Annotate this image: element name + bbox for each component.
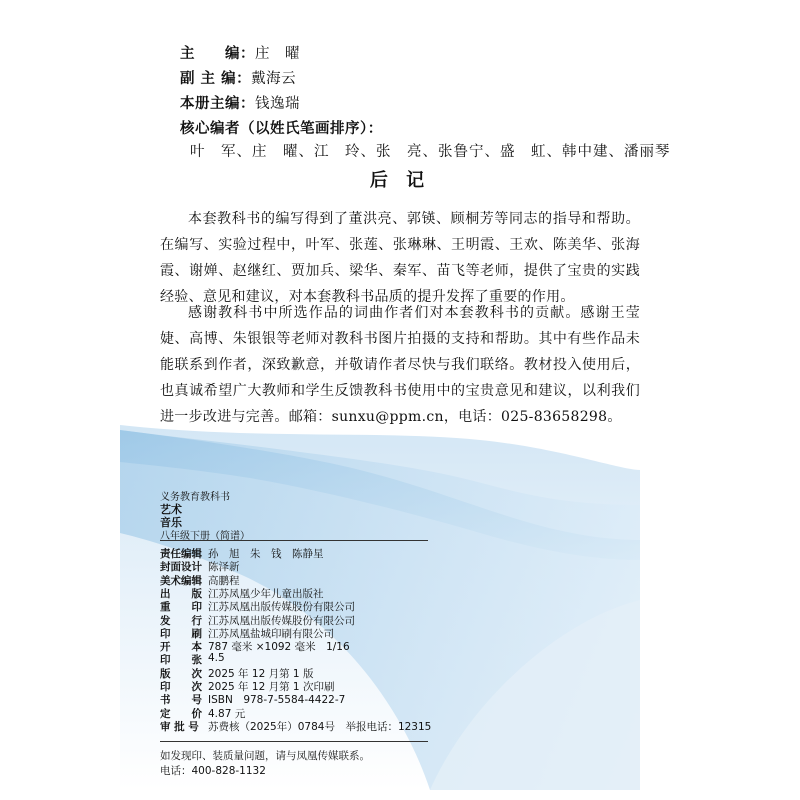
- credit-volume-value: 钱逸瑞: [255, 96, 300, 112]
- credit-chief: [180, 42, 300, 63]
- imprint-label: 出 版: [160, 587, 202, 600]
- credit-core-label: [180, 117, 383, 138]
- credit-chief-label: 主 编：: [180, 46, 255, 62]
- credit-deputy-value: 戴海云: [251, 71, 297, 87]
- divider-bottom: [160, 741, 428, 742]
- imprint-label: 封面设计: [160, 561, 202, 574]
- imprint-label: 版 次: [160, 667, 202, 680]
- footer-quality-notice: 如发现印、装质量问题，请与凤凰传媒联系。: [160, 750, 370, 762]
- imprint-value: 4.5: [208, 652, 225, 665]
- imprint-value: 2025 年 12 月第 1 版: [208, 667, 314, 680]
- book-grade: 八年级下册（简谱）: [160, 531, 250, 542]
- imprint-label: 书 号: [160, 694, 202, 707]
- book-subject: 艺术: [160, 503, 182, 516]
- imprint-label: 美术编辑: [160, 574, 202, 587]
- imprint-label: 印 次: [160, 681, 202, 693]
- imprint-label: 印 刷: [160, 627, 202, 640]
- imprint-label: 开 本: [160, 641, 202, 654]
- imprint-value: 高鹏程: [208, 574, 240, 587]
- imprint-value: 787 毫米 ×1092 毫米 1/16: [208, 641, 350, 654]
- afterword-title: 后 记: [369, 170, 431, 191]
- afterword-paragraph-2: 感谢教科书中所选作品的词曲作者们对本套教科书的贡献。感谢王莹婕、高博、朱银银等老师对教科书图片拍摄的支持和帮助。其中有些作品未能联系到作者，深致歉意，并敬请作者尽快与我们联络。教材投入使用后，也真诚希望广大教师和学生反馈教科书使用中的宝贵意见和建议，以利我们进一步改进与完善。邮箱：sunxu@ppm.cn，电话：025-83658298。: [160, 305, 640, 425]
- imprint-label: 定 价: [160, 707, 202, 720]
- imprint-value: 孙 旭 朱 钱 陈静星: [208, 548, 324, 560]
- imprint-value: 江苏凤凰出版传媒股份有限公司: [208, 601, 355, 614]
- afterword-paragraph-1: 本套教科书的编写得到了董洪亮、郭锳、顾桐芳等同志的指导和帮助。在编写、实验过程中，叶军、张莲、张琳琳、王明霞、王欢、陈美华、张海霞、谢婵、赵继红、贾加兵、梁华、秦军、苗飞等老师，提供了宝贵的实践经验、意见和建议，对本套教科书品质的提升发挥了重要的作用。: [160, 211, 640, 305]
- imprint-row: [160, 719, 431, 734]
- credit-volume: [180, 92, 300, 113]
- imprint-label: 发 行: [160, 614, 202, 627]
- credit-deputy-label: 副 主 编：: [180, 71, 252, 87]
- credit-core-names: 叶 军、庄 曜、江 玲、张 亮、张鲁宁、盛 虹、韩中建、潘丽琴: [190, 144, 671, 160]
- credit-deputy: [180, 67, 296, 88]
- imprint-value: 江苏凤凰出版传媒股份有限公司: [208, 614, 355, 627]
- credit-core-label-text: 核心编者（以姓氏笔画排序）：: [180, 121, 383, 137]
- imprint-label: 责任编辑: [160, 548, 202, 560]
- footer-phone: 电话：400-828-1132: [160, 765, 266, 777]
- imprint-label: 印 张: [160, 654, 202, 667]
- imprint-value: ISBN 978-7-5584-4422-7: [208, 694, 346, 707]
- credit-chief-value: 庄 曜: [255, 46, 300, 62]
- book-series: 义务教育教科书: [160, 492, 230, 503]
- imprint-value: 江苏凤凰少年儿童出版社: [208, 587, 324, 600]
- imprint-label: 重 印: [160, 601, 202, 614]
- credit-volume-label: 本册主编：: [180, 96, 255, 112]
- book-course: 音乐: [160, 516, 182, 529]
- imprint-label: 审 批 号: [160, 720, 199, 733]
- imprint-value: 2025 年 12 月第 1 次印刷: [208, 681, 335, 693]
- imprint-value: 江苏凤凰盐城印刷有限公司: [208, 627, 334, 640]
- imprint-value: 4.87 元: [208, 707, 246, 720]
- divider-top: [160, 540, 428, 541]
- imprint-value: 苏费核（2025年）0784号 举报电话：12315: [208, 720, 432, 733]
- imprint-value: 陈泽新: [208, 561, 240, 574]
